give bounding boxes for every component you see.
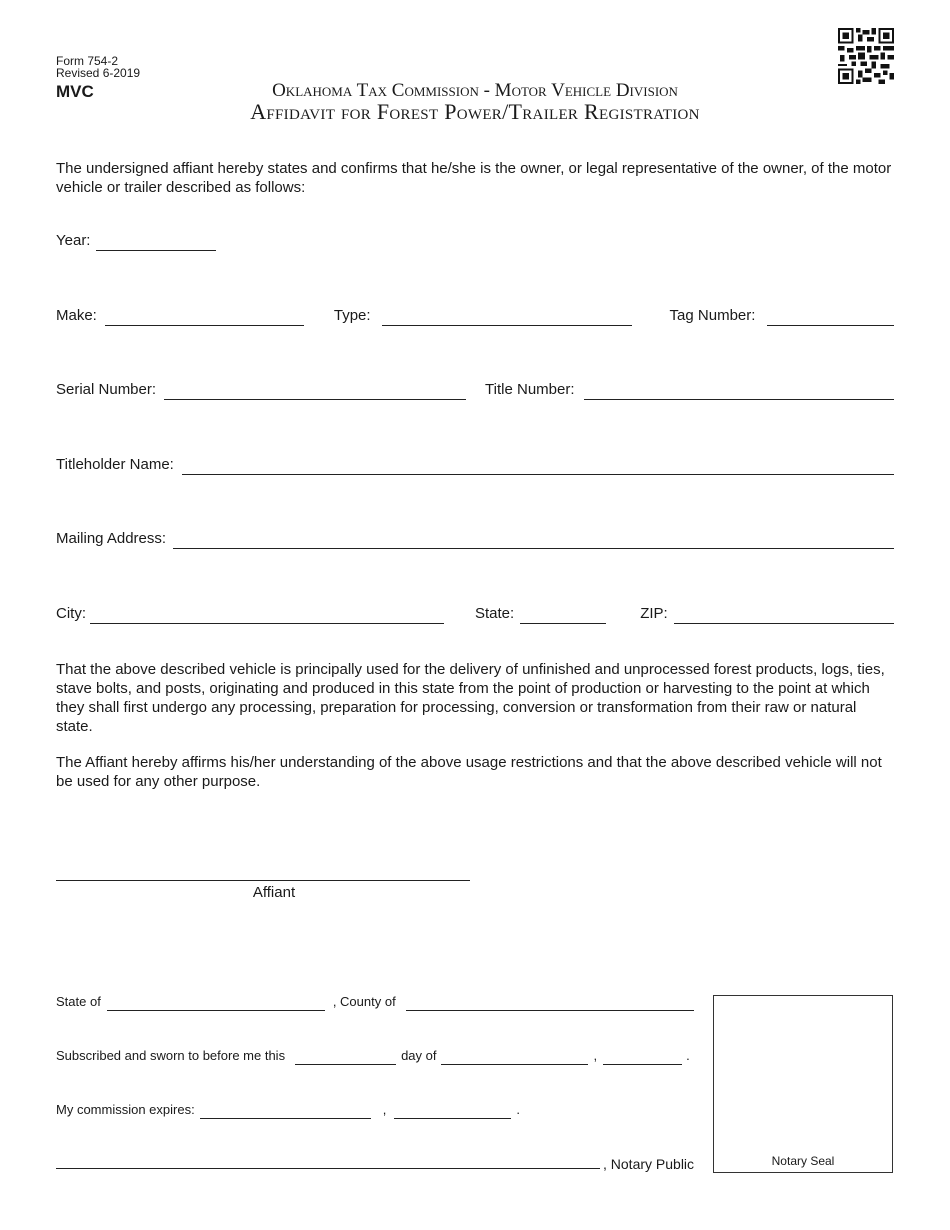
titleholder-name-label: Titleholder Name: bbox=[56, 456, 174, 473]
title-number-line[interactable] bbox=[584, 384, 894, 400]
zip-label: ZIP: bbox=[640, 605, 668, 622]
commission-expires-label: My commission expires: bbox=[56, 1102, 195, 1117]
subscribed-month-line[interactable] bbox=[441, 1049, 588, 1065]
form-title: Affidavit for Forest Power/Trailer Registration bbox=[250, 99, 700, 124]
form-number: Form 754-2 bbox=[56, 54, 119, 68]
notary-state-line[interactable] bbox=[107, 995, 325, 1011]
state-label: State: bbox=[475, 605, 515, 622]
comma-2: , bbox=[382, 1102, 387, 1117]
notary-public-label: , Notary Public bbox=[603, 1156, 695, 1172]
title-number-label: Title Number: bbox=[485, 381, 575, 398]
year-field[interactable] bbox=[56, 229, 226, 251]
commission-expires-date-line[interactable] bbox=[200, 1103, 371, 1119]
subscribed-day-line[interactable] bbox=[295, 1049, 396, 1065]
revised-date: Revised 6-2019 bbox=[56, 66, 141, 80]
titleholder-name-line[interactable] bbox=[182, 459, 894, 475]
notary-seal-box bbox=[713, 995, 893, 1173]
make-label: Make: bbox=[56, 307, 97, 324]
qr-code-icon bbox=[838, 28, 894, 84]
mailing-address-label: Mailing Address: bbox=[56, 530, 167, 547]
tag-number-label: Tag Number: bbox=[669, 307, 756, 324]
mailing-address-line[interactable] bbox=[173, 533, 894, 549]
period-2: . bbox=[516, 1102, 520, 1117]
make-line[interactable] bbox=[105, 310, 304, 326]
day-of-label: day of bbox=[401, 1048, 437, 1063]
affiant-signature-line[interactable] bbox=[56, 880, 470, 881]
comma-1: , bbox=[593, 1048, 598, 1063]
city-label: City: bbox=[56, 605, 86, 622]
serial-number-line[interactable] bbox=[164, 384, 466, 400]
tag-number-line[interactable] bbox=[767, 310, 894, 326]
subscribed-label: Subscribed and sworn to before me this bbox=[56, 1048, 286, 1063]
notary-county-line[interactable] bbox=[406, 995, 694, 1011]
notary-signature-line[interactable] bbox=[56, 1168, 600, 1169]
commission-expires-year-line[interactable] bbox=[394, 1103, 511, 1119]
city-line[interactable] bbox=[90, 608, 444, 624]
county-of-label: , County of bbox=[332, 994, 396, 1009]
agency-name: Oklahoma Tax Commission - Motor Vehicle Division bbox=[272, 80, 678, 101]
state-line[interactable] bbox=[520, 608, 606, 624]
division-code: MVC bbox=[56, 82, 94, 101]
affiant-label: Affiant bbox=[252, 884, 296, 901]
type-label: Type: bbox=[333, 307, 371, 324]
year-line[interactable] bbox=[96, 235, 216, 251]
subscribed-year-line[interactable] bbox=[603, 1049, 682, 1065]
zip-line[interactable] bbox=[674, 608, 894, 624]
state-of-label: State of bbox=[56, 994, 101, 1009]
usage-statement: That the above described vehicle is principally used for the delivery of unfinished and unprocessed forest products, logs, ties, stave bolts, and posts, originating and produced in this state from the point of production or harvesting to the point at which they shall first undergo any processing, preparation for processing, conversion or transformation from their raw or natural state. bbox=[56, 661, 885, 735]
year-label: Year: bbox=[56, 232, 91, 249]
type-line[interactable] bbox=[382, 310, 632, 326]
serial-number-label: Serial Number: bbox=[56, 381, 157, 398]
notary-seal-label: Notary Seal bbox=[771, 1154, 835, 1168]
affirmation-statement: The Affiant hereby affirms his/her understanding of the above usage restrictions and that the above described vehicle will not be used for any other purpose. bbox=[56, 754, 882, 790]
period-1: . bbox=[686, 1048, 690, 1063]
intro-statement: The undersigned affiant hereby states and confirms that he/she is the owner, or legal representative of the owner, of the motor vehicle or trailer described as follows: bbox=[56, 160, 892, 196]
